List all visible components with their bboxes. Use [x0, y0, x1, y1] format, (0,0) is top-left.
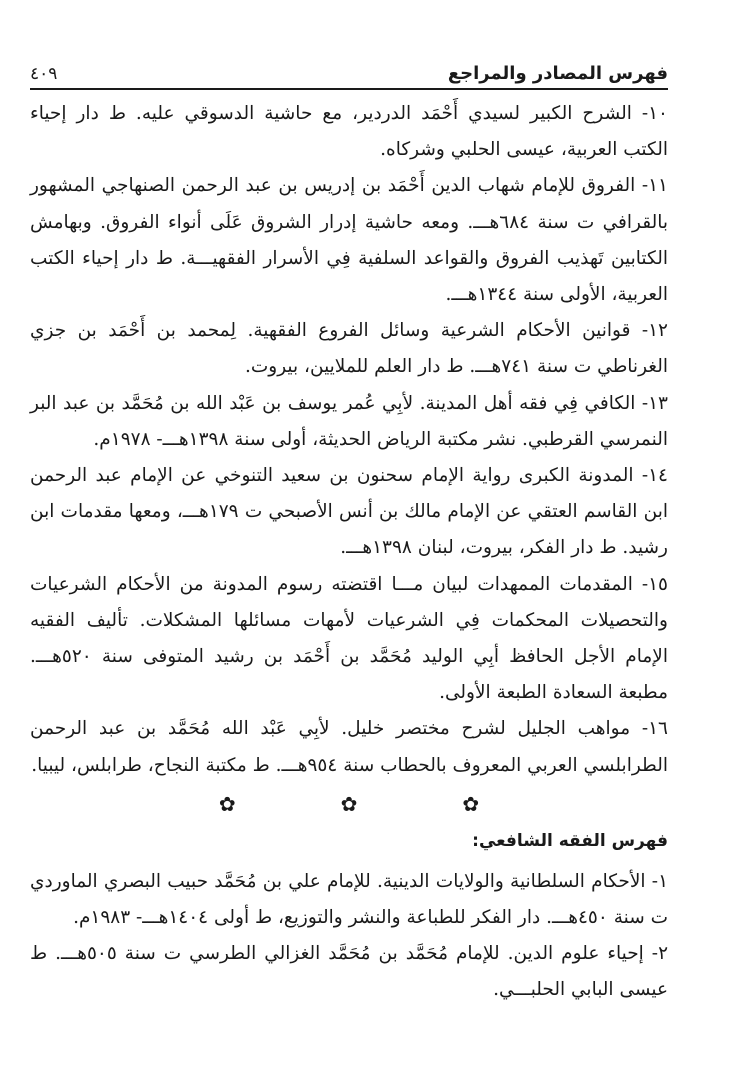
- flower-ornament-icon: ✿: [340, 791, 358, 816]
- shafii-entry-1: ١- الأحكام السلطانية والولايات الدينية. للإمام علي بن مُحَمَّد حبيب البصري الماوردي ت سنة ٤٥٠هـــ. دار الفكر للطباعة والنشر والتوزيع، ط أولى ١٤٠٤هـــ- ١٩٨٣م.: [30, 870, 668, 929]
- running-header: [30, 58, 668, 84]
- header-title: فهرس المصادر والمراجع: [447, 63, 668, 84]
- reference-entry-12: ١٢- قوانين الأحكام الشرعية وسائل الفروع الفقهية. لِمحمد بن أَحْمَد بن جزي الغرناطي ت سنة ٧٤١هـــ. ط دار العلم للملايين، بيروت.: [30, 320, 668, 378]
- page-number: ٤٠٩: [30, 64, 58, 84]
- flower-ornament-icon: ✿: [218, 791, 236, 816]
- shafii-entry-2: ٢- إحياء علوم الدين. للإمام مُحَمَّد بن مُحَمَّد الغزالي الطرسي ت سنة ٥٠٥هـــ. ط عيسى البابي الحلبـــي.: [30, 943, 668, 1001]
- section-divider: [30, 784, 668, 824]
- header-rule: [30, 88, 668, 90]
- reference-entry-15: ١٥- المقدمات الممهدات لبيان مـــا اقتضته رسوم المدونة من الأحكام الشرعيات والتحصيلات المحكمات فِي الشرعيات لأمهات مسائلها المشكلات. تأليف الفقيه الإمام الأجل الحافظ أبِي الوليد مُحَمَّد بن أَحْمَد بن رشيد المتوفى سنة ٥٢٠هـــ. مطبعة السعادة الطبعة الأولى.: [30, 573, 668, 704]
- reference-entry-11: ١١- الفروق للإمام شهاب الدين أَحْمَد بن إدريس بن عبد الرحمن الصنهاجي المشهور بالقرافي ت سنة ٦٨٤هـــ. ومعه حاشية إدرار الشروق عَلَى أنواء الفروق. وبهامش الكتابين تَهذيب الفروق والقواعد السلفية فِي الأسرار الفقهيـــة. ط دار إحياء الكتب العربية، الأولى سنة ١٣٤٤هـــ.: [30, 175, 669, 306]
- page-body: [30, 96, 668, 1009]
- reference-entry-16: ١٦- مواهب الجليل لشرح مختصر خليل. لأبِي عَبْد الله مُحَمَّد بن عبد الرحمن الطرابلسي العربي المعروف بالحطاب سنة ٩٥٤هـــ. ط مكتبة النجاح، طرابلس، ليبيا.: [30, 718, 668, 776]
- reference-entry-14: ١٤- المدونة الكبرى رواية الإمام سحنون بن سعيد التنوخي عن الإمام عبد الرحمن ابن القاسم العتقي عن الإمام مالك بن أنس الأصبحي ت ١٧٩هـــ، ومعها مقدمات ابن رشيد. ط دار الفكر، بيروت، لبنان ١٣٩٨هـــ.: [30, 465, 669, 559]
- reference-entry-10: ١٠- الشرح الكبير لسيدي أَحْمَد الدردير، مع حاشية الدسوقي عليه. ط دار إحياء الكتب العربية، عيسى الحلبي وشركاه.: [30, 103, 668, 161]
- flower-ornament-icon: ✿: [462, 791, 480, 816]
- section-heading: فهرس الفقه الشافعي:: [472, 830, 668, 851]
- reference-entry-13: ١٣- الكافي فِي فقه أهل المدينة. لأبِي عُمر يوسف بن عَبْد الله بن مُحَمَّد بن عبد البر النمرسي القرطبي. نشر مكتبة الرياض الحديثة، أولى سنة ١٣٩٨هـــ- ١٩٧٨م.: [30, 392, 668, 450]
